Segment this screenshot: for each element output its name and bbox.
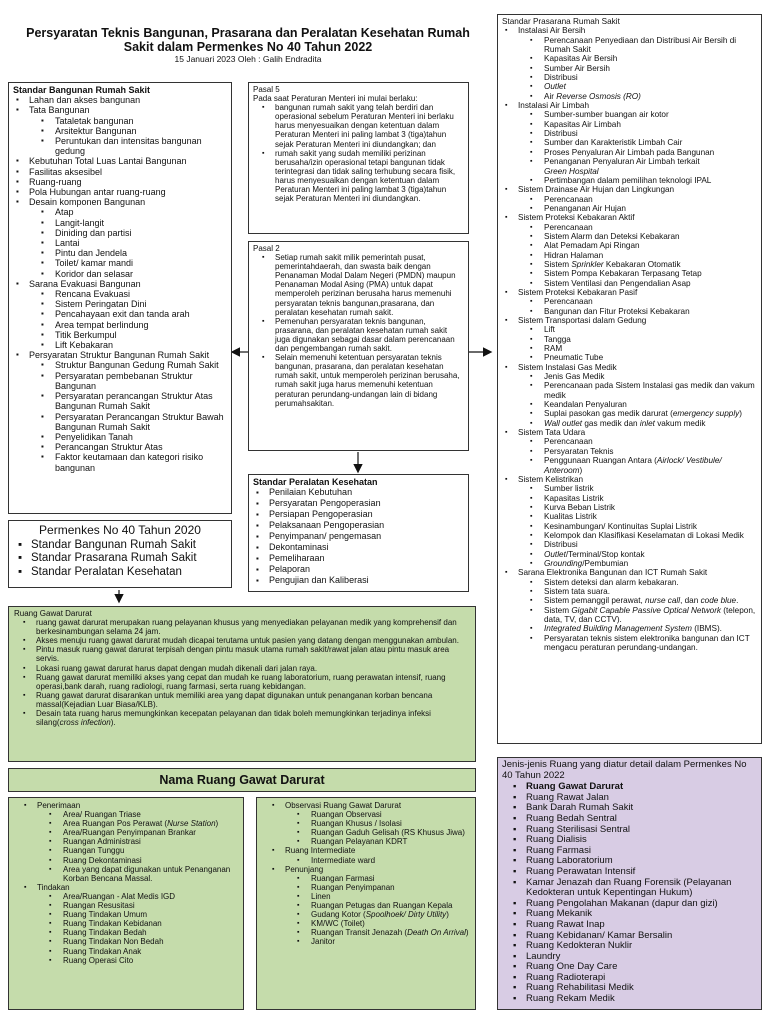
list-item: ▪ Sistem tata suara. — [544, 587, 757, 596]
text-italic: Nurse Station — [167, 819, 216, 829]
sublist — [29, 289, 227, 350]
permenkes-list — [15, 539, 225, 580]
list-item: ▪ Ruang Tindakan Anak — [63, 947, 239, 956]
list-item: ▪ Ruang Perawatan Intensif — [526, 867, 757, 878]
rgd-right-list — [261, 801, 471, 947]
list-item: ▪ Keandalan Penyaluran — [544, 400, 757, 409]
list-item: ▪ Diniding dan partisi — [55, 228, 227, 238]
rgd-title: Ruang Gawat Darurat — [14, 609, 92, 618]
list-item — [37, 883, 239, 965]
list-item: ▪ Ruang Dekontaminasi — [63, 856, 239, 865]
list-item: ▪ Pencahayaan exit dan tanda arah — [55, 309, 227, 319]
list-item — [285, 846, 471, 864]
list-item: ▪ Sistem deteksi dan alarm kebakaran. — [544, 578, 757, 587]
text: (telepon, data, TV, dan CCTV). — [544, 605, 756, 624]
list-item: ▪ Ruangan Administrasi — [63, 837, 239, 846]
list-item: ▪ Proses Penyaluran Air Limbah pada Bangunan — [544, 148, 757, 157]
standar-peralatan-title: Standar Peralatan Kesehatan — [253, 477, 378, 487]
list-item: ▪ Akses menuju ruang gawat darurat mudah dicapai terutama untuk pasien yang datang dengan menggunakan ambulan. — [36, 636, 470, 645]
list-item-label: Sistem Kelistrikan — [518, 474, 584, 484]
list-item-label: Sarana Evakuasi Bangunan — [29, 278, 141, 289]
rgd-box — [8, 606, 476, 762]
list-item — [518, 26, 757, 101]
list-item: ▪ Ruangan Khusus / Isolasi — [311, 819, 471, 828]
list-item-label: Ruang Intermediate — [285, 846, 356, 856]
rgd-list — [14, 618, 470, 727]
list-item: ▪ Tangga — [544, 335, 757, 344]
list-item — [29, 197, 227, 279]
list-item: ▪ Kurva Beban Listrik — [544, 503, 757, 512]
list-item-label: Persyaratan Struktur Bangunan Rumah Sakit — [29, 350, 210, 361]
standar-prasarana-title: Standar Prasarana Rumah Sakit — [502, 17, 620, 26]
list-item: ▪ Ruang Mekanik — [526, 909, 757, 920]
text-italic: Grounding — [544, 558, 583, 568]
list-item: ▪ Lantai — [55, 238, 227, 248]
sublist — [285, 874, 471, 947]
list-item — [311, 928, 471, 937]
list-item: ▪ Alat Pemadam Api Ringan — [544, 241, 757, 250]
list-item: ▪ Distribusi — [544, 73, 757, 82]
text: Sistem — [544, 259, 572, 269]
list-item: ▪ KM/WC (Toilet) — [311, 919, 471, 928]
list-item: ▪ Ruang Tindakan Kebidanan — [63, 919, 239, 928]
list-item: ▪ Perencanaan — [544, 437, 757, 446]
pasal2-title: Pasal 2 — [253, 244, 280, 253]
list-item: ▪ Ruangan Observasi — [311, 810, 471, 819]
text: Ruangan Transit Jenazah ( — [311, 928, 408, 938]
text-italic: inlet — [639, 418, 655, 428]
list-item — [311, 910, 471, 919]
page-title-line1: Persyaratan Teknis Bangunan, Prasarana dan Peralatan Kesehatan Rumah — [26, 26, 470, 40]
list-item: ▪ Distribusi — [544, 129, 757, 138]
text-italic: Reverse Osmosis (RO) — [556, 91, 641, 101]
text: vakum medik — [654, 418, 706, 428]
list-item: ▪ Sumber dan Karakteristik Limbah Cair — [544, 138, 757, 147]
list-item: ▪ Hidran Halaman — [544, 251, 757, 260]
list-item — [518, 101, 757, 185]
list-item: ▪ Perencanaan Penyediaan dan Distribusi Air Bersih di Rumah Sakit — [544, 36, 757, 55]
list-item: ▪ Persyaratan perancangan Struktur Atas Bangunan Rumah Sakit — [55, 391, 227, 411]
list-item: ▪ Ruang Kedokteran Nuklir — [526, 941, 757, 952]
text-italic: Green Hospital — [544, 166, 599, 176]
text-italic: emergency supply — [672, 409, 740, 419]
list-item: ▪ Ruang One Day Care — [526, 962, 757, 973]
list-item: ▪ Area yang dapat digunakan untuk Penanganan Korban Bencana Massal. — [63, 865, 239, 883]
sublist — [518, 36, 757, 101]
list-item — [544, 419, 757, 428]
list-item: ▪ Persyaratan pembebanan Struktur Bangunan — [55, 371, 227, 391]
text: Penanganan Penyaluran Air Limbah terkait — [544, 157, 700, 167]
text-italic: code blue — [700, 596, 737, 606]
list-item: ▪ Area/Ruangan Penyimpanan Brankar — [63, 828, 239, 837]
list-item: ▪ Ruang Kebidanan/ Kamar Bersalin — [526, 931, 757, 942]
sublist — [37, 810, 239, 883]
list-item: ▪ Kelompok dan Klasifikasi Keselamatan di Lokasi Medik — [544, 531, 757, 540]
list-item-label: Desain komponen Bangunan — [29, 197, 146, 208]
text-italic: Gigabit Capable Passive Optical Network — [571, 605, 722, 615]
list-item: ▪ Pemenuhan persyaratan teknis bangunan, prasarana, dan peralatan kesehatan rumah sakit juga digunakan sebagai dasar dalam perencanaan dan pengembangan rumah sakit. — [275, 317, 464, 353]
sublist — [29, 116, 227, 157]
list-item: ▪ Standar Prasarana Rumah Sakit — [31, 552, 225, 566]
list-item — [518, 288, 757, 316]
sublist — [518, 437, 757, 474]
list-item — [63, 819, 239, 828]
sublist — [518, 195, 757, 214]
list-item — [518, 568, 757, 652]
list-item-label: Instalasi Air Limbah — [518, 101, 589, 111]
standar-bangunan-list — [13, 95, 227, 473]
list-item: ▪ Persyaratan Pengoperasian — [269, 498, 464, 509]
jenis-ruang-list — [502, 782, 757, 1004]
text: Area Ruangan Pos Perawat ( — [63, 819, 168, 829]
list-item: ▪ Distribusi — [544, 540, 757, 549]
list-item: ▪ Fasilitas aksesibel — [29, 167, 227, 177]
list-item: ▪ Janitor — [311, 937, 471, 946]
list-item: ▪ Ruang gawat darurat memiliki akses yang cepat dan mudah ke ruang laboratorium, ruang perawatan intensif, ruang operasi,bank darah, ruang radiologi, ruang farmasi, serta ruang kebidangan. — [36, 673, 470, 691]
jenis-ruang-box — [497, 757, 762, 1010]
list-item: ▪ Ruang Sterilisasi Sentral — [526, 825, 757, 836]
page-title-line2: Sakit dalam Permenkes No 40 Tahun 2022 — [123, 40, 373, 54]
list-item: ▪ Sistem Peringatan Dini — [55, 299, 227, 309]
list-item-label: Tindakan — [37, 882, 70, 892]
pasal5-list — [253, 103, 464, 203]
list-item: ▪ Ruang Rawat Inap — [526, 920, 757, 931]
sublist — [285, 810, 471, 846]
list-item — [544, 596, 757, 605]
list-item: ▪ Ruang-ruang — [29, 177, 227, 187]
standar-prasarana-box — [497, 14, 762, 744]
permenkes-title: Permenkes No 40 Tahun 2020 — [39, 523, 201, 537]
list-item: ▪ Area tempat berlindung — [55, 320, 227, 330]
list-item: ▪ Langit-langit — [55, 218, 227, 228]
list-item — [518, 213, 757, 288]
list-item — [544, 550, 757, 559]
list-item: ▪ Ruangan Pelayanan KDRT — [311, 837, 471, 846]
list-item — [518, 185, 757, 213]
sublist — [29, 207, 227, 278]
text: Sistem pemanggil perawat, — [544, 596, 646, 606]
list-item: ▪ Ruangan Penyimpanan — [311, 883, 471, 892]
list-item: ▪ Pelaksanaan Pengoperasian — [269, 520, 464, 531]
list-item: ▪ Arsitektur Bangunan — [55, 126, 227, 136]
list-item: ▪ Ruang Laboratorium — [526, 856, 757, 867]
list-item: ▪ Pemeliharaan — [269, 553, 464, 564]
list-item — [544, 92, 757, 101]
text: Penggunaan Ruangan Antara ( — [544, 456, 657, 466]
list-item: ▪ Ruangan Petugas dan Ruangan Kepala — [311, 901, 471, 910]
standar-peralatan-list — [253, 487, 464, 586]
standar-prasarana-list — [502, 26, 757, 652]
list-item: ▪ Persyaratan teknis sistem elektronika bangunan dan ICT mengacu peraturan perundang-undangan. — [544, 634, 757, 653]
sublist — [518, 578, 757, 653]
list-item: ▪ Kamar Jenazah dan Ruang Forensik (Pelayanan Kedokteran untuk Kepentingan Hukum) — [526, 878, 757, 899]
text-italic: Outlet — [544, 549, 566, 559]
text: ) — [465, 928, 469, 938]
pasal5-title: Pasal 5 — [253, 85, 280, 94]
text: Desain tata ruang harus memungkinkan kecepatan pelayanan dan tidak boleh memungkinkan terjadinya infeksi silang( — [36, 709, 431, 728]
list-item — [544, 82, 757, 91]
list-item: ▪ Lift Kebakaran — [55, 340, 227, 350]
list-item: ▪ Bangunan dan Fitur Proteksi Kebakaran — [544, 307, 757, 316]
list-item: ▪ Ruang Bedah Sentral — [526, 814, 757, 825]
text: /Pembumian — [582, 558, 629, 568]
list-item — [544, 606, 757, 625]
list-item: ▪ Pintu masuk ruang gawat darurat terpisah dengan pintu masuk utama rumah sakit/rawat jalan atau pintu masuk area servis. — [36, 645, 470, 663]
list-item: ▪ Sumber-sumber buangan air kotor — [544, 110, 757, 119]
list-item-label: Sistem Proteksi Kebakaran Pasif — [518, 287, 638, 297]
list-item: ▪ Perencanaan — [544, 223, 757, 232]
jenis-ruang-title: Jenis-jenis Ruang yang diatur detail dalam Permenkes No 40 Tahun 2022 — [502, 759, 747, 781]
list-item: ▪ Laundry — [526, 952, 757, 963]
list-item: ▪ Jenis Gas Medik — [544, 372, 757, 381]
list-item — [544, 624, 757, 633]
text: Suplai pasokan gas medik darurat ( — [544, 409, 673, 419]
text-italic: Airlock/ Vestibule/ Anteroom — [544, 456, 722, 475]
rgd-left-list — [13, 801, 239, 965]
list-item: ▪ Kapasitas Listrik — [544, 494, 757, 503]
text-italic: cross infection — [59, 718, 111, 728]
list-item: ▪ Penyelidikan Tanah — [55, 432, 227, 442]
list-item-label: Penerimaan — [37, 801, 81, 810]
text: Sistem — [544, 605, 572, 615]
list-item: ▪ Lokasi ruang gawat darurat harus dapat dengan mudah dikenali dari jalan raya. — [36, 664, 470, 673]
list-item: ▪ Ruang Tindakan Bedah — [63, 928, 239, 937]
sublist — [285, 856, 471, 865]
list-item: ▪ Sistem Ventilasi dan Pengendalian Asap — [544, 279, 757, 288]
list-item — [29, 279, 227, 350]
list-item: ▪ Dekontaminasi — [269, 542, 464, 553]
list-item: ▪ Toilet/ kamar mandi — [55, 258, 227, 268]
list-item: ▪ Ruang Tindakan Non Bedah — [63, 937, 239, 946]
list-item: ▪ Selain memenuhi ketentuan persyaratan teknis bangunan, prasarana, dan peralatan kesehatan rumah sakit, untuk memperoleh perizinan berusaha, rumah sakit juga harus memenuhi ketentuan peraturan perundang-undangan lain di bidang perumahsakitan. — [275, 353, 464, 408]
list-item: ▪ Standar Peralatan Kesehatan — [31, 566, 225, 580]
text-italic: Spoolhoek/ Dirty Utility — [365, 910, 447, 920]
list-item: ▪ Ruangan Farmasi — [311, 874, 471, 883]
list-item: ▪ Kebutuhan Total Luas Lantai Bangunan — [29, 156, 227, 166]
list-item: ▪ Struktur Bangunan Gedung Rumah Sakit — [55, 360, 227, 370]
text: ). — [110, 718, 116, 728]
list-item: ▪ Ruang Pengolahan Makanan (dapur dan gizi) — [526, 899, 757, 910]
text-italic: Wall outlet — [544, 418, 583, 428]
nama-rgd-box — [8, 768, 476, 792]
sublist — [518, 223, 757, 288]
list-item-label: Sistem Tata Udara — [518, 428, 586, 438]
list-item — [37, 801, 239, 883]
list-item: ▪ Penyimpanan/ pengemasan — [269, 531, 464, 542]
list-item: ▪ Ruang Rekam Medik — [526, 994, 757, 1005]
list-item-label: Ruang Gawat Darurat — [526, 781, 624, 793]
text-italic: Outlet — [544, 82, 566, 92]
list-item — [544, 409, 757, 418]
list-item: ▪ Penanganan Air Hujan — [544, 204, 757, 213]
list-item: ▪ Lahan dan akses bangunan — [29, 95, 227, 105]
list-item: ▪ Peruntukan dan intensitas bangunan gedung — [55, 136, 227, 156]
list-item — [544, 559, 757, 568]
list-item-label: Observasi Ruang Gawat Darurat — [285, 801, 402, 810]
sublist — [518, 325, 757, 362]
list-item: ▪ Pintu dan Jendela — [55, 248, 227, 258]
list-item-label: Sistem Transportasi dalam Gedung — [518, 316, 647, 325]
text-italic: nurse call — [645, 596, 681, 606]
list-item: ▪ Pertimbangan dalam pemilihan teknologi IPAL — [544, 176, 757, 185]
text-italic: Sprinkler — [571, 259, 604, 269]
text: . — [736, 596, 739, 606]
list-item-label: Sistem Instalasi Gas Medik — [518, 362, 617, 372]
list-item — [285, 865, 471, 947]
list-item: ▪ Ruang Farmasi — [526, 846, 757, 857]
list-item: ▪ Perancangan Struktur Atas — [55, 442, 227, 452]
list-item: ▪ Ruang Rehabilitasi Medik — [526, 983, 757, 994]
list-item: ▪ Ruangan Gaduh Gelisah (RS Khusus Jiwa) — [311, 828, 471, 837]
list-item: ▪ Pengujian dan Kaliberasi — [269, 575, 464, 586]
list-item — [544, 157, 757, 176]
list-item: ▪ Linen — [311, 892, 471, 901]
text: ) — [739, 409, 742, 419]
list-item — [544, 456, 757, 475]
text: /Terminal/Stop kontak — [565, 549, 645, 559]
pasal2-box — [248, 241, 469, 451]
list-item: ▪ Ruang Radioterapi — [526, 973, 757, 984]
standar-peralatan-box — [248, 474, 469, 592]
list-item: ▪ Sumber Air Bersih — [544, 64, 757, 73]
text: ) — [446, 910, 449, 920]
sublist — [37, 892, 239, 965]
list-item: ▪ Lift — [544, 325, 757, 334]
list-item: ▪ Ruang Tindakan Umum — [63, 910, 239, 919]
list-item — [285, 801, 471, 846]
pasal5-intro: Pada saat Peraturan Menteri ini mulai berlaku: — [253, 94, 418, 104]
list-item: ▪ Rencana Evakuasi — [55, 289, 227, 299]
list-item — [544, 260, 757, 269]
text: ) — [215, 819, 219, 829]
text: gas medik dan — [582, 418, 640, 428]
sublist — [518, 110, 757, 185]
list-item — [518, 316, 757, 363]
list-item: ▪ Koridor dan selasar — [55, 269, 227, 279]
list-item: ▪ Sistem Pompa Kebakaran Terpasang Tetap — [544, 269, 757, 278]
list-item: ▪ Sumber listrik — [544, 484, 757, 493]
list-item: ▪ Intermediate ward — [311, 856, 471, 865]
list-item: ▪ Ruang gawat darurat disarankan untuk memiliki area yang dapat digunakan untuk penanganan korban bencana massal(Kejadian Luar Biasa/KLB). — [36, 691, 470, 709]
list-item: ▪ Ruang Rawat Jalan — [526, 793, 757, 804]
text: Kebakaran Otomatik — [603, 259, 681, 269]
list-item-label: Sarana Elektronika Bangunan dan ICT Rumah Sakit — [518, 568, 708, 578]
list-item-label: Sistem Drainase Air Hujan dan Lingkungan — [518, 185, 675, 195]
list-item: ▪ Ruang Dialisis — [526, 835, 757, 846]
list-item: ▪ Bank Darah Rumah Sakit — [526, 803, 757, 814]
list-item: ▪ rumah sakit yang sudah memiliki perizinan berusaha/izin operasional tetapi bangunan tidak terintegrasi dan tidak saling terhubung secara fisik, harus menyesuaikan dengan ketentuan dalam Peraturan Menteri ini paling lambat 3 (tiga)tahun sejak Peraturan Menteri ini diundangkan. — [275, 149, 464, 204]
list-item: ▪ Setiap rumah sakit milik pemerintah pusat, pemerintahdaerah, dan swasta baik dengan Penanaman Modal Dalam Negeri (PMDN) maupun Penanaman Modal Asing (PMA) untuk dapat memperoleh perizinan berusaha harus memenuhi persyaratan teknis bangunan,prasarana, dan peralatan kesehatan rumah sakit. — [275, 253, 464, 317]
list-item: ▪ Kapasitas Air Bersih — [544, 54, 757, 63]
list-item — [518, 428, 757, 475]
list-item: ▪ Area/Ruangan - Alat Medis IGD — [63, 892, 239, 901]
list-item: ▪ Area/ Ruangan Triase — [63, 810, 239, 819]
list-item — [36, 709, 470, 727]
list-item: ▪ Pneumatic Tube — [544, 353, 757, 362]
pasal2-list — [253, 253, 464, 408]
list-item: ▪ Sistem Alarm dan Deteksi Kebakaran — [544, 232, 757, 241]
list-item: ▪ Kualitas Listrik — [544, 512, 757, 521]
list-item: ▪ Perencanaan — [544, 195, 757, 204]
sublist — [518, 372, 757, 428]
text: , dan — [680, 596, 701, 606]
sublist — [518, 297, 757, 316]
list-item-label: Instalasi Air Bersih — [518, 26, 586, 36]
rgd-right-box — [256, 797, 476, 1010]
sublist — [518, 484, 757, 568]
list-item-label: Sistem Proteksi Kebakaran Aktif — [518, 213, 635, 223]
list-item: ▪ Kesinambungan/ Kontinuitas Suplai Listrik — [544, 522, 757, 531]
list-item: ▪ bangunan rumah sakit yang telah berdiri dan operasional sebelum Peraturan Menteri ini berlaku harus menyesuaikan dengan ketentuan dalam Peraturan Menteri ini paling lambat 3 (tiga)tahun sejak Peraturan Menteri ini diundangkan; dan — [275, 103, 464, 148]
list-item: ▪ ruang gawat darurat merupakan ruang pelayanan khusus yang menyediakan pelayanan medik yang komprehensif dan berkesinambungan selama 24 jam. — [36, 618, 470, 636]
list-item — [518, 475, 757, 568]
page-header — [8, 26, 488, 64]
list-item: ▪ Ruang Operasi Cito — [63, 956, 239, 965]
text-italic: Integrated Building Management System — [544, 624, 692, 634]
list-item-label: Tata Bangunan — [29, 105, 90, 116]
rgd-left-box — [8, 797, 244, 1010]
text: Air — [544, 91, 557, 101]
standar-bangunan-title: Standar Bangunan Rumah Sakit — [13, 85, 151, 95]
pasal5-box — [248, 82, 469, 234]
list-item — [29, 350, 227, 472]
page-subtitle: 15 Januari 2023 Oleh : Galih Endradita — [174, 54, 322, 64]
standar-bangunan-box — [8, 82, 232, 514]
page-title — [8, 26, 488, 54]
list-item: ▪ Penilaian Kebutuhan — [269, 487, 464, 498]
sublist — [29, 360, 227, 472]
list-item — [29, 105, 227, 156]
text: (IBMS). — [691, 624, 722, 634]
list-item: ▪ Pelaporan — [269, 564, 464, 575]
list-item: ▪ Tataletak bangunan — [55, 116, 227, 126]
list-item-label: Penunjang — [285, 864, 324, 874]
list-item: ▪ Pola Hubungan antar ruang-ruang — [29, 187, 227, 197]
list-item: ▪ Ruangan Tunggu — [63, 846, 239, 855]
list-item: ▪ Perencanaan pada Sistem Instalasi gas medik dan vakum medik — [544, 381, 757, 400]
list-item — [518, 363, 757, 428]
list-item: ▪ Ruangan Resusitasi — [63, 901, 239, 910]
permenkes-box — [8, 520, 232, 588]
list-item: ▪ Perencanaan — [544, 297, 757, 306]
text: Gudang Kotor ( — [311, 910, 366, 920]
list-item: ▪ Persiapan Pengoperasian — [269, 509, 464, 520]
list-item: ▪ Kapasitas Air Limbah — [544, 120, 757, 129]
text: ) — [579, 465, 583, 475]
list-item: ▪ Faktor keutamaan dan kategori risiko bangunan — [55, 452, 227, 472]
list-item: ▪ Standar Bangunan Rumah Sakit — [31, 539, 225, 553]
list-item: ▪ RAM — [544, 344, 757, 353]
nama-rgd-title: Nama Ruang Gawat Darurat — [159, 773, 325, 787]
list-item: ▪ Persyaratan Teknis — [544, 447, 757, 456]
text-italic: Death On Arrival — [407, 928, 466, 938]
list-item: ▪ Persyaratan Perancangan Struktur Bawah Bangunan Rumah Sakit — [55, 412, 227, 432]
list-item: ▪ Titik Berkumpul — [55, 330, 227, 340]
list-item: ▪ Atap — [55, 207, 227, 217]
